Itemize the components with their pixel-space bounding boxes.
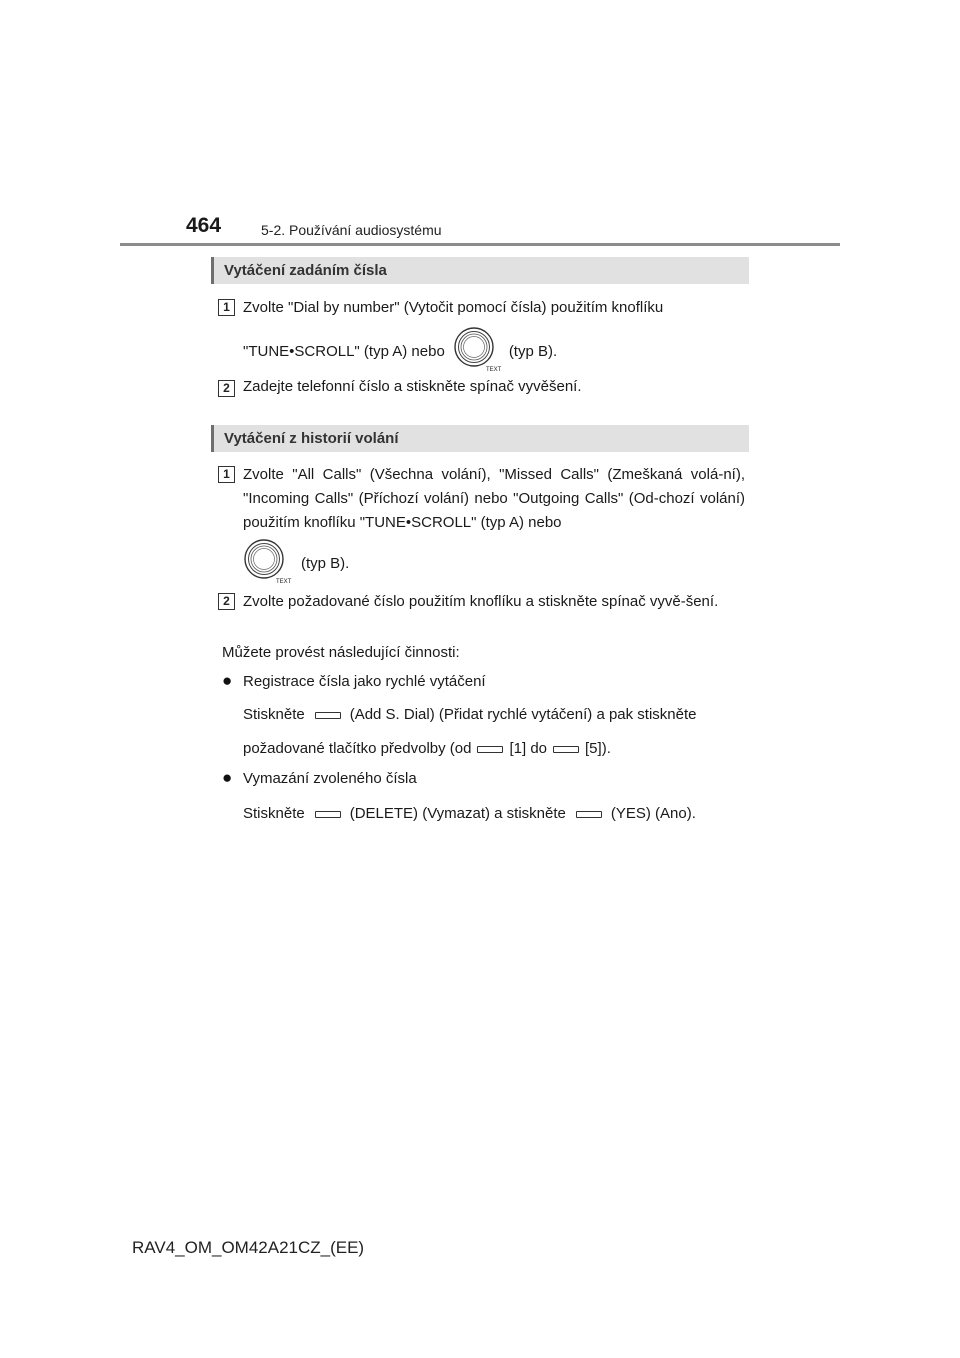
step-number-badge: 1 xyxy=(218,299,235,316)
tune-knob-icon xyxy=(243,538,292,588)
instruction-line xyxy=(243,706,697,723)
preset-button-icon xyxy=(477,746,503,753)
bullet-title: Vymazání zvoleného čísla xyxy=(243,770,417,787)
bullet-icon: ● xyxy=(222,671,233,690)
bullet-icon: ● xyxy=(222,768,233,787)
step-text: Zvolte "All Calls" (Všechna volání), "Missed Calls" (Zmeškaná volá-ní), "Incoming Calls" (Příchozí volání) nebo "Outgoing Calls" (Od-chozí volání) použitím knoflíku "TUNE•SCROLL" (typ A) nebo xyxy=(243,466,745,531)
preset-button-icon xyxy=(315,712,341,719)
step-text-line xyxy=(243,538,349,588)
step-text-part: (typ B). xyxy=(508,342,558,360)
section-title: Vytáčení zadáním čísla xyxy=(224,262,387,279)
step-text-part: (typ B). xyxy=(301,554,350,572)
instruction-part: (DELETE) (Vymazat) a stiskněte xyxy=(349,805,566,822)
bullet-title: Registrace čísla jako rychlé vytáčení xyxy=(243,673,486,690)
yes-button-icon xyxy=(576,811,602,818)
note-text: Můžete provést následující činnosti: xyxy=(222,644,460,661)
section-title: Vytáčení z historií volání xyxy=(224,430,399,447)
knob-label: TEXT xyxy=(485,367,502,373)
instruction-part: požadované tlačítko předvolby (od xyxy=(243,740,472,757)
step-text: Zvolte "Dial by number" (Vytočit pomocí čísla) použitím knoflíku xyxy=(243,299,664,316)
page-number: 464 xyxy=(186,214,222,237)
preset-button-icon xyxy=(553,746,579,753)
instruction-part: Stiskněte xyxy=(243,706,305,723)
delete-button-icon xyxy=(315,811,341,818)
tune-knob-icon xyxy=(453,326,502,376)
document-code: RAV4_OM_OM42A21CZ_(EE) xyxy=(132,1238,365,1257)
instruction-line xyxy=(243,805,696,822)
section-header-dial-by-number xyxy=(211,257,749,284)
step-number-badge: 1 xyxy=(218,466,235,483)
instruction-part: Stiskněte xyxy=(243,805,305,822)
step-number-badge: 2 xyxy=(218,593,235,610)
section-header-call-history xyxy=(211,425,749,452)
instruction-part: [1] do xyxy=(509,740,548,757)
step-text: Zvolte požadované číslo použitím knoflíku a stiskněte spínač vyvě-šení. xyxy=(243,593,719,610)
chapter-title: 5-2. Používání audiosystému xyxy=(261,222,442,238)
header-rule xyxy=(120,243,840,246)
instruction-part: [5]). xyxy=(585,740,611,757)
instruction-part: (Add S. Dial) (Přidat rychlé vytáčení) a pak stiskněte xyxy=(349,706,697,723)
knob-label: TEXT xyxy=(276,579,292,585)
step-number-badge: 2 xyxy=(218,380,235,397)
instruction-part: (YES) (Ano). xyxy=(610,805,696,822)
step-text-part: "TUNE•SCROLL" (typ A) nebo xyxy=(243,342,445,360)
step-text: Zadejte telefonní číslo a stiskněte spínač vyvěšení. xyxy=(243,378,582,395)
step-text-line xyxy=(243,326,557,376)
instruction-line xyxy=(243,740,611,757)
